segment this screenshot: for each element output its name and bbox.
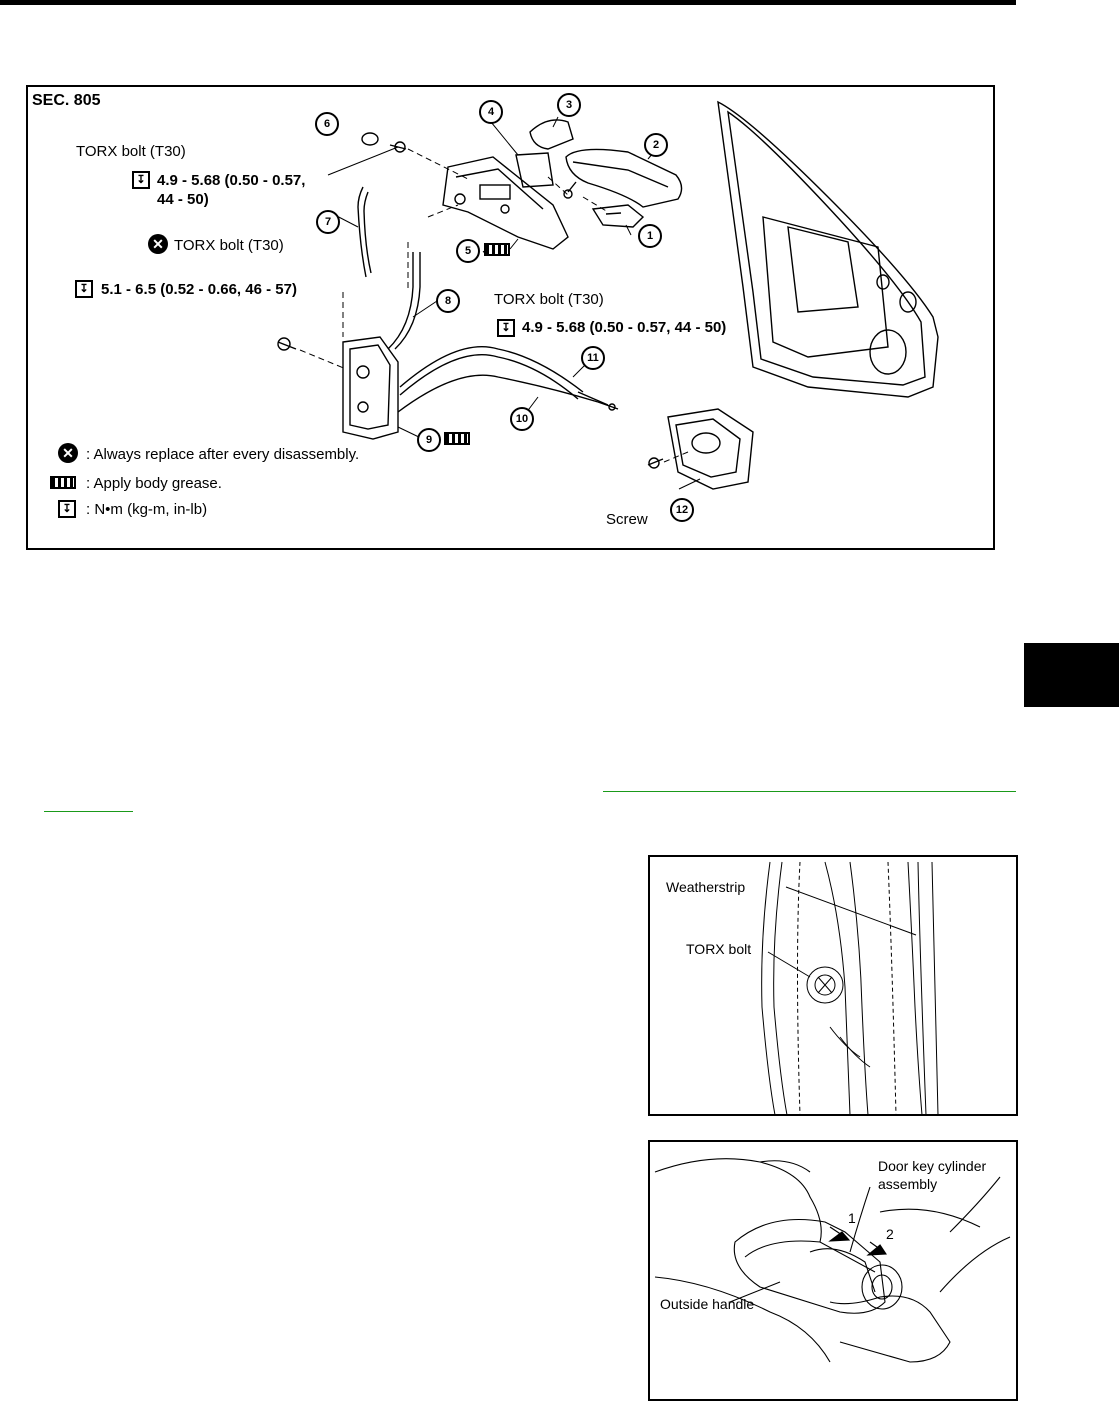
weatherstrip-label: Weatherstrip <box>666 879 746 895</box>
step-1-label: 1 <box>848 1210 856 1226</box>
callout-1: 1 <box>638 224 662 248</box>
torque-value-1: 4.9 - 5.68 (0.50 - 0.57, <box>157 172 306 189</box>
torx-bolt-label-1: TORX bolt (T30) <box>76 143 186 160</box>
section-tab <box>1024 643 1119 707</box>
torque-icon: ↧ <box>497 319 515 337</box>
reference-link-underline[interactable] <box>44 811 133 812</box>
torque-icon: ↧ <box>75 280 93 298</box>
replace-icon: ✕ <box>148 234 168 254</box>
exploded-view-figure <box>26 85 995 550</box>
screw-label: Screw <box>606 511 648 528</box>
legend-grease: : Apply body grease. <box>86 475 222 492</box>
legend-units: : N•m (kg-m, in-lb) <box>86 501 208 518</box>
callout-11: 11 <box>581 346 605 370</box>
torque-icon: ↧ <box>58 500 76 518</box>
door-key-cylinder-label: Door key cylinder <box>878 1158 987 1174</box>
top-rule <box>0 0 1016 5</box>
torque-value-3: 4.9 - 5.68 (0.50 - 0.57, 44 - 50) <box>522 319 727 336</box>
section-label: SEC. 805 <box>32 92 101 109</box>
torque-icon: ↧ <box>132 171 150 189</box>
callout-12: 12 <box>670 498 694 522</box>
step-2-label: 2 <box>886 1226 894 1242</box>
legend-replace: : Always replace after every disassembly. <box>86 446 360 463</box>
callout-9: 9 <box>417 428 441 452</box>
grease-icon <box>444 432 470 445</box>
callout-3: 3 <box>557 93 581 117</box>
grease-icon <box>484 243 510 256</box>
door-key-cylinder-label-2: assembly <box>878 1176 938 1192</box>
torx-bolt-label-2: TORX bolt (T30) <box>174 237 284 254</box>
callout-6: 6 <box>315 112 339 136</box>
callout-10: 10 <box>510 407 534 431</box>
key-cylinder-figure <box>648 1140 1018 1401</box>
outside-handle-label: Outside handle <box>660 1296 755 1312</box>
torque-value-2: 5.1 - 6.5 (0.52 - 0.66, 46 - 57) <box>101 281 297 298</box>
reference-link-underline[interactable] <box>603 791 1016 792</box>
torque-value-1b: 44 - 50) <box>157 191 209 208</box>
weatherstrip-figure <box>648 855 1018 1116</box>
torx-bolt-label: TORX bolt <box>686 941 752 957</box>
callout-4: 4 <box>479 100 503 124</box>
weatherstrip-drawing <box>650 857 1020 1118</box>
torx-bolt-label-3: TORX bolt (T30) <box>494 291 604 308</box>
key-cylinder-drawing <box>650 1142 1020 1403</box>
callout-7: 7 <box>316 210 340 234</box>
grease-icon <box>50 476 76 489</box>
callout-5: 5 <box>456 239 480 263</box>
callout-8: 8 <box>436 289 460 313</box>
callout-2: 2 <box>644 133 668 157</box>
replace-icon: ✕ <box>58 443 78 463</box>
